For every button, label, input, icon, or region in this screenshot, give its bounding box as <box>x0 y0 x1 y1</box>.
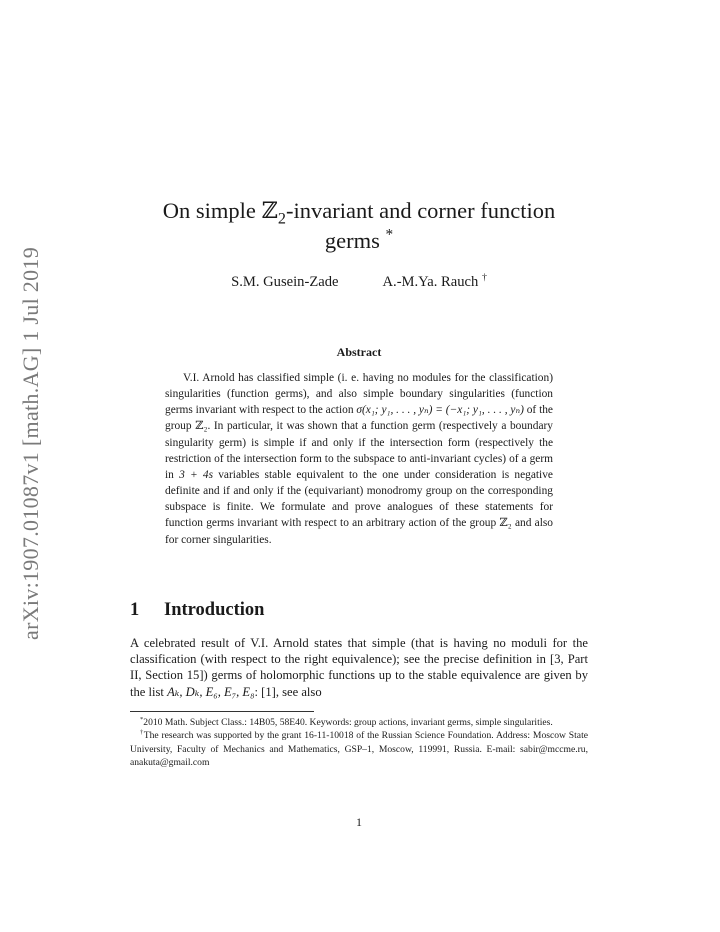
paper-title <box>130 196 588 256</box>
footnote-mark: * <box>140 715 144 723</box>
footnote-text: The research was supported by the grant 16-11-10018 of the Russian Science Foundation. Address: Moscow State University, Faculty of Mechanics and Mathematics, GSP–1, Moscow, 119991, Russia. E-mail: sabir@mccme.ru, anakuta@gmail.com <box>130 730 588 769</box>
footnotes <box>130 716 588 770</box>
footnote <box>130 716 588 729</box>
title-footnote-mark: * <box>385 226 394 244</box>
abstract-heading: Abstract <box>336 345 382 359</box>
abstract-text <box>165 370 553 548</box>
title-group-symbol: ℤ <box>261 198 278 223</box>
footnote-text: 2010 Math. Subject Class.: 14B05, 58E40. Keywords: group actions, invariant germs, simple singularities. <box>143 717 553 728</box>
arxiv-identifier: arXiv:1907.01087v1 [math.AG] 1 Jul 2019 <box>18 247 43 640</box>
footnote-mark: † <box>140 729 144 737</box>
author-name: S.M. Gusein-Zade <box>231 274 339 290</box>
variables-formula: 3 + 4s <box>179 468 214 481</box>
title-line2: germs <box>324 228 380 253</box>
abstract-part: of the group ℤ₂. In particular, it was shown that a function germ (respectively a boundary singularity germ) is simple if and only if the intersection form (respectively the restriction of the intersection form to the subspace to anti-invariant cycles) of a germ in <box>165 404 553 481</box>
intro-part: : [1], see also <box>254 684 322 699</box>
abstract-part: V.I. Arnold has classified simple (i. e. having no modules for the classification) singularities (function germs), and also simple boundary singularities (function germs invariant with respect to the action <box>165 372 553 417</box>
title-group-subscript: 2 <box>277 209 286 228</box>
abstract-part: variables stable equivalent to the one under consideration is negative definite and if and only if the (equivariant) monodromy group on the corresponding subspace is finite. We formulate and prove analogues of these statements for function germs invariant with respect to an arbitrary action of the group ℤ₂ and also for corner singularities. <box>165 468 553 546</box>
section-number: 1 <box>130 600 140 620</box>
singularity-list: Aₖ, Dₖ, E₆, E₇, E₈ <box>167 684 255 699</box>
title-line1-prefix: On simple <box>162 198 262 223</box>
section-title: Introduction <box>164 600 265 620</box>
author-name: A.-M.Ya. Rauch <box>382 274 479 290</box>
footnote-rule <box>130 711 314 712</box>
page-number: 1 <box>356 815 362 829</box>
action-formula: σ(x₁; y₁, . . . , yₙ) = (−x₁; y₁, . . . , yₙ) <box>356 404 524 417</box>
author-list <box>130 274 588 291</box>
author-footnote-mark: † <box>481 272 487 284</box>
intro-part: A celebrated result of V.I. Arnold states that simple (that is having no moduli for the classification (with respect to the right equivalence); see the precise definition in [3, Part II, Section 15]) germs of holomorphic functions up to the stable equivalence are given by the list <box>130 636 588 699</box>
footnote <box>130 729 588 769</box>
intro-paragraph <box>130 635 588 700</box>
section-heading <box>130 600 264 621</box>
title-line1-suffix: -invariant and corner function <box>286 198 556 223</box>
